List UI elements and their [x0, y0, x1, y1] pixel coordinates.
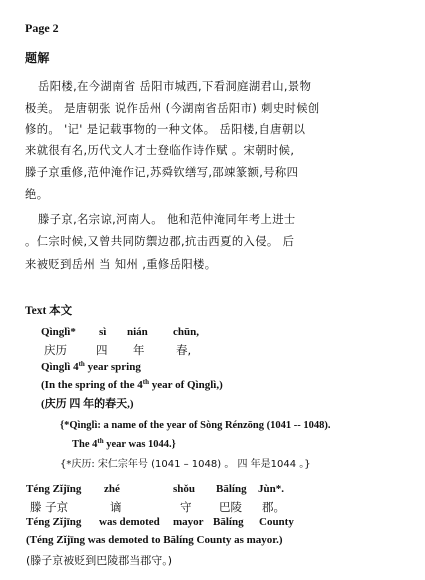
- gloss-line: [41, 360, 141, 373]
- hanzi-word: 巴陵: [219, 500, 242, 514]
- translation-text: year of Qìnglì,): [149, 379, 223, 391]
- gloss-word: Bālíng: [213, 516, 244, 528]
- pinyin-word: Qìnglì*: [41, 326, 76, 338]
- note-text: year was 1044.}: [103, 439, 176, 450]
- pinyin-word: Bālíng: [216, 483, 247, 495]
- pinyin-word: shǒu: [173, 483, 196, 495]
- hanzi-word: 谪: [110, 500, 122, 514]
- pinyin-word: nián: [127, 326, 148, 338]
- intro-line: 修的。 '记' 是记载事物的一种文体。 岳阳楼,自唐朝以: [25, 123, 306, 136]
- note-line: [72, 437, 176, 450]
- pinyin-word: Jùn*.: [258, 483, 284, 495]
- note-text: The 4: [72, 439, 98, 450]
- text-heading: Text 本文: [25, 305, 73, 317]
- intro-line: 。仁宗时候,又曾共同防禦边郡,抗击西夏的入侵。 后: [25, 235, 295, 248]
- gloss-text: Qìnglì 4: [41, 361, 79, 373]
- note-line: {*Qìnglì: a name of the year of Sòng Rénzōng (1041 -- 1048).: [60, 420, 331, 431]
- intro-line: 来就很有名,历代文人才士登临作诗作赋 。宋朝时候,: [25, 144, 295, 157]
- pinyin-word: zhé: [104, 483, 120, 495]
- ordinal-suffix: th: [142, 378, 149, 386]
- intro-line: 来被贬到岳州 当 知州 ,重修岳阳楼。: [25, 258, 217, 271]
- hanzi-word: 庆历: [44, 343, 67, 357]
- pinyin-word: sì: [99, 326, 107, 338]
- hanzi-word: 郡。: [262, 500, 285, 514]
- intro-line: 岳阳楼,在今湖南省 岳阳市城西,下看洞庭湖君山,景物: [38, 80, 312, 93]
- english-translation: (Téng Zǐjīng was demoted to Bālíng County as mayor.): [26, 534, 283, 546]
- gloss-text: year spring: [84, 361, 141, 373]
- hanzi-word: 年: [133, 343, 145, 357]
- hanzi-word: 春,: [176, 343, 192, 357]
- hanzi-word: 滕 子京: [30, 500, 69, 514]
- intro-line: 滕子京,名宗谅,河南人。 他和范仲淹同年考上进士: [38, 213, 296, 226]
- intro-line: 绝。: [25, 188, 49, 201]
- ordinal-suffix: th: [78, 360, 85, 368]
- gloss-word: County: [259, 516, 294, 528]
- gloss-word: was demoted: [99, 516, 160, 528]
- gloss-word: mayor: [173, 516, 204, 528]
- note-line-cn: {*庆历: 宋仁宗年号 (1041 – 1048) 。 四 年是1044 。}: [60, 459, 311, 470]
- chinese-translation: (滕子京被贬到巴陵郡当郡守。): [26, 554, 173, 567]
- english-translation: [41, 378, 223, 391]
- intro-line: 极美。 是唐朝张 说作岳州 (今湖南省岳阳市) 刺史时候创: [25, 102, 320, 115]
- hanzi-word: 四: [96, 343, 108, 357]
- intro-heading: 题解: [25, 51, 50, 65]
- pinyin-word: Téng Zǐjīng: [26, 483, 82, 495]
- page-label: Page 2: [25, 21, 59, 35]
- chinese-translation: (庆历 四 年的春天,): [41, 398, 134, 410]
- gloss-word: Téng Zǐjīng: [26, 516, 82, 528]
- hanzi-word: 守: [180, 500, 192, 514]
- intro-line: 滕子京重修,范仲淹作记,苏舜钦缮写,邵竦篆额,号称四: [25, 166, 299, 179]
- pinyin-word: chūn,: [173, 326, 199, 338]
- translation-text: (In the spring of the 4: [41, 379, 143, 391]
- ordinal-suffix: th: [97, 437, 104, 445]
